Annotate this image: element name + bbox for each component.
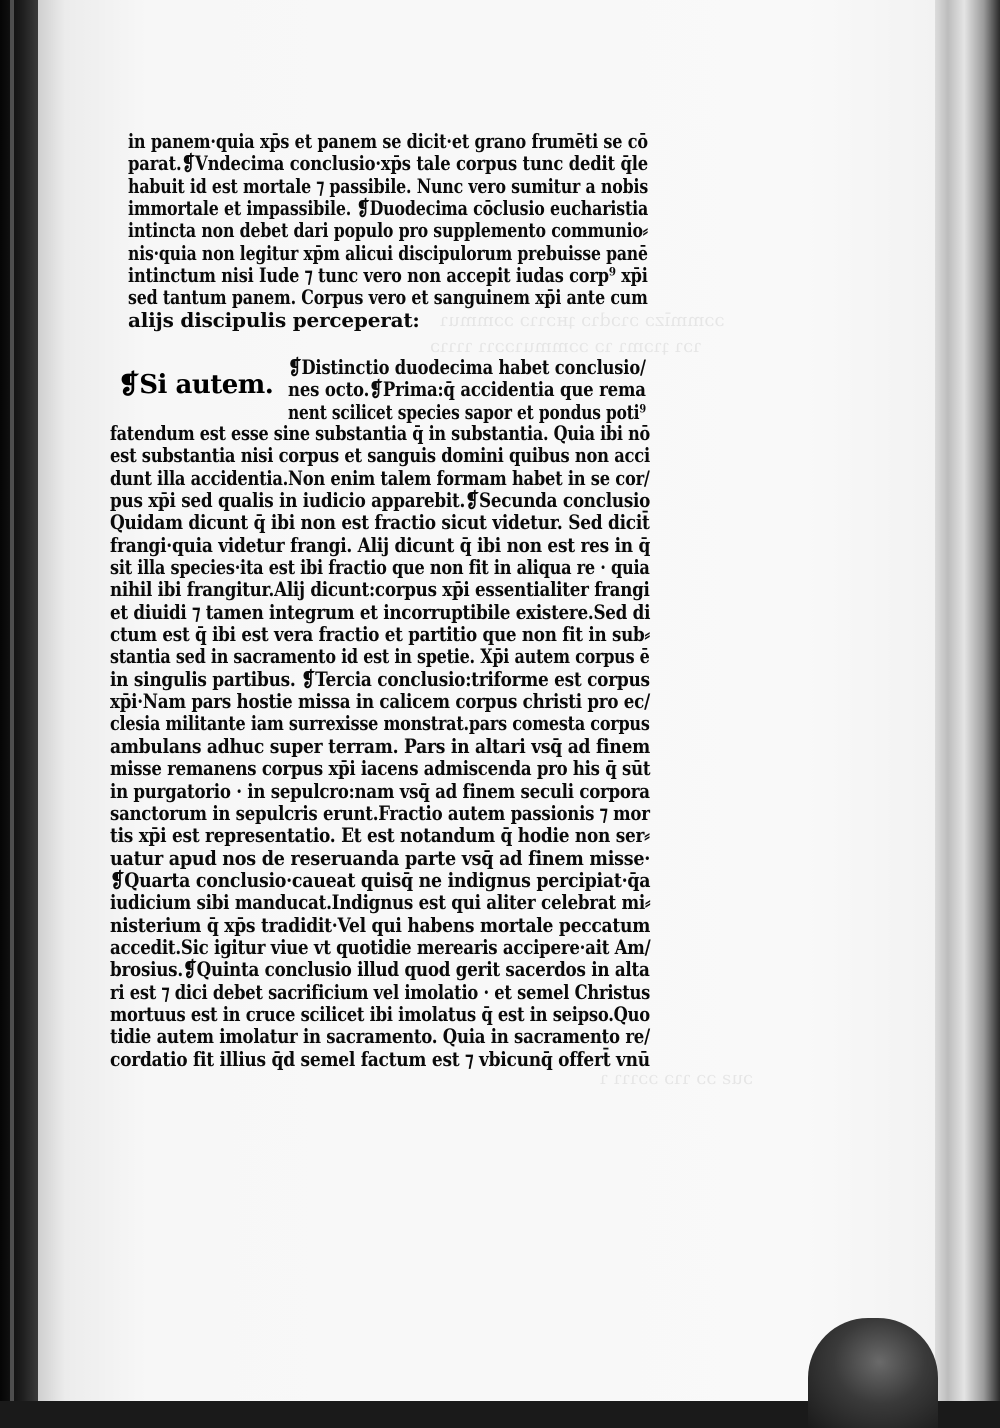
- text-line: habuit id est mortale ⁊ passibile. Nunc vero sumitur a nobis: [128, 173, 649, 198]
- text-line: misse remanens corpus xp̄i iacens admiscenda pro his q̄ sūt: [110, 756, 651, 781]
- text-line: intinctum nisi Iude ⁊ tunc vero non accepit iudas corp⁹ xp̄i: [128, 263, 648, 288]
- text-line: ❡Quarta conclusio·caueat quisq̄ ne indignus percipiat·q̄a: [110, 867, 651, 892]
- text-line: sanctorum in sepulcris erunt.Fractio autem passionis ⁊ mor: [110, 800, 650, 825]
- text-line: nis·quia non legitur xp̄m alicui discipulorum prebuisse panē: [128, 240, 648, 265]
- text-line: ❡Distinctio duodecima habet conclusio/: [288, 355, 646, 379]
- text-line: sed tantum panem. Corpus vero et sanguinem xp̄i ante cum: [128, 285, 648, 310]
- text-line: fatendum est esse sine substantia q̄ in substantia. Quia ibi nō: [110, 421, 650, 445]
- text-line: immortale et impassibile. ❡Duodecima cōclusio eucharistia: [128, 196, 649, 221]
- text-line: mortuus est in cruce scilicet ibi imolatus q̄ est in seipso.Quo: [110, 1001, 650, 1026]
- text-line: nent scilicet species sapor et pondus poti⁹: [288, 399, 646, 424]
- text-line: tis xp̄i est representatio. Et est notandum q̄ hodie non ser⸗: [110, 823, 650, 848]
- text-block-top: [128, 130, 648, 331]
- text-line: ctum est q̄ ibi est vera fractio et partitio que non fit in sub⸗: [110, 622, 650, 647]
- text-line: in purgatorio · in sepulcro:nam vsq̄ ad finem seculi corpora: [110, 778, 650, 803]
- text-line: nisterium q̄ xp̄s tradidit·Vel qui habens mortale peccatum: [110, 912, 651, 937]
- text-line: Quidam dicunt q̄ ibi non est fractio sicut videtur. Sed dicit̄: [110, 510, 650, 535]
- text-line: parat.❡Vndecima conclusio·xp̄s tale corpus tunc dedit q̄le: [128, 151, 649, 176]
- bleed-through: ɔuƨ ɔɔ ɿɿɔ ɔɔɿɿɿ ɿ: [600, 1068, 754, 1089]
- thumb-shadow: [808, 1318, 938, 1428]
- text-line: ambulans adhuc super terram. Pars in altari vsq̄ ad finem: [110, 733, 650, 758]
- text-line: in panem·quia xp̄s et panem se dicit·et grano frumēti se cō: [128, 129, 648, 153]
- text-line: sit illa species·ita est ibi fractio que non fit in aliqua re · quia: [110, 555, 650, 580]
- bleed-through: ɔɔmmīzɔ ɔɿɔdɿɔ ʇʜɔɿɿɔ ɔɔmmuɿ: [440, 310, 725, 331]
- text-line: cordatio fit illius q̄d semel factum est ⁊ vbicunq̄ offert̄ vnū: [110, 1046, 650, 1071]
- text-line: xp̄i·Nam pars hostie missa in calicem corpus christi pro ec/: [110, 689, 650, 714]
- binding-shadow: [0, 0, 38, 1401]
- text-line: uatur apud nos de reseruanda parte vsq̄ ad finem misse·: [110, 845, 651, 870]
- text-line: frangi·quia videtur frangi. Alij dicunt q̄ ibi non est res in q̄: [110, 532, 651, 557]
- section-heading: ❡Si autem.: [118, 370, 274, 400]
- text-line: intincta non debet dari populo pro supplemento communio⸗: [128, 218, 648, 243]
- bleed-through: ɿɔɿ ʇɿɔmɿ ɿɔ ɔɔmmuɿɔɔɿɿ ɿɿɿɿɔ: [430, 336, 702, 357]
- text-line: alijs discipulis perceperat:: [128, 307, 420, 332]
- text-line: in singulis partibus. ❡Tercia conclusio:triforme est corpus: [110, 666, 650, 691]
- text-line: stantia sed in sacramento id est in spetie. Xp̄i autem corpus ē: [110, 644, 650, 669]
- text-block-distinctio: [288, 356, 646, 423]
- text-line: et diuidi ⁊ tamen integrum et incorruptibile existere.Sed di: [110, 599, 651, 624]
- text-block-main: [110, 422, 650, 1070]
- text-line: iudicium sibi manducat.Indignus est qui aliter celebrat mi⸗: [110, 890, 651, 915]
- text-line: accedit.Sic igitur viue vt quotidie merearis accipere·ait Am/: [110, 934, 651, 959]
- text-line: nihil ibi frangitur.Alij dicunt:corpus xp̄i essentialiter frangi: [110, 577, 650, 602]
- text-line: nes octo.❡Prima:q̄ accidentia que rema: [288, 377, 646, 402]
- text-line: ri est ⁊ dici debet sacrificium vel imolatio · et semel Christus: [110, 979, 651, 1004]
- text-line: est substantia nisi corpus et sanguis domini quibus non acci: [110, 443, 650, 468]
- text-line: clesia militante iam surrexisse monstrat.pars comesta corpus: [110, 711, 650, 736]
- text-line: brosius.❡Quinta conclusio illud quod gerit sacerdos in alta: [110, 957, 650, 982]
- binding-edge: [10, 0, 14, 1401]
- text-line: dunt illa accidentia.Non enim talem formam habet in se cor/: [110, 465, 650, 490]
- text-line: tidie autem imolatur in sacramento. Quia in sacramento re/: [110, 1024, 650, 1049]
- page-fore-edge: [935, 0, 1000, 1401]
- text-line: pus xp̄i sed qualis in iudicio apparebit.❡Secunda conclusio: [110, 488, 651, 513]
